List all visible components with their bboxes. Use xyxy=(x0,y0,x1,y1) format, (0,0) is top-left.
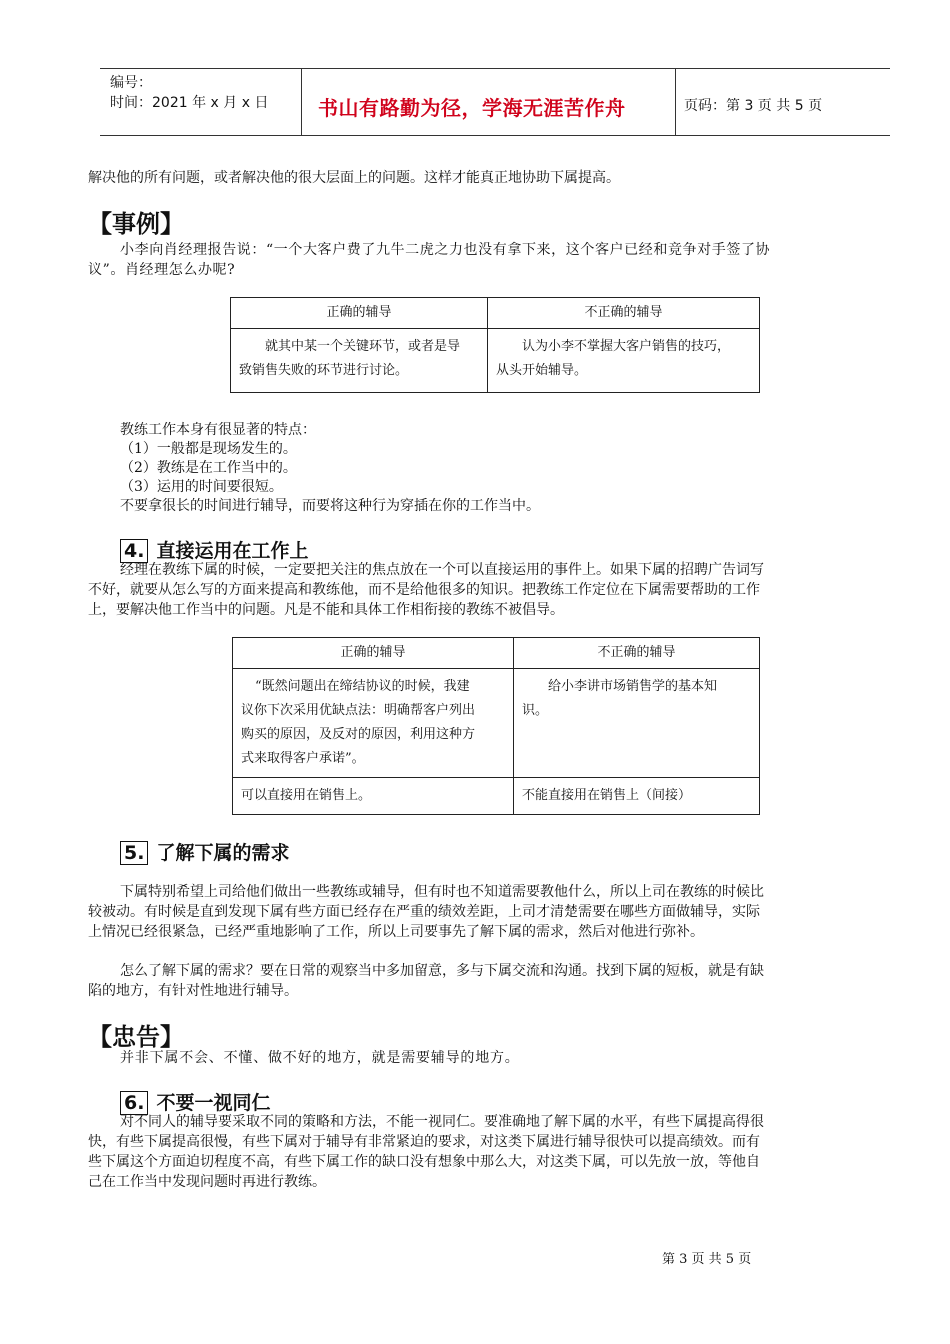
section-6-line-1: 对不同人的辅导要采取不同的策略和方法，不能一视同仁。要准确地了解下属的水平，有些下属提高得很 xyxy=(120,1114,764,1130)
advice-text: 并非下属不会、不懂、做不好的地方，就是需要辅导的地方。 xyxy=(120,1050,520,1066)
table-header-incorrect: 不正确的辅导 xyxy=(488,298,760,329)
header-top-rule xyxy=(100,68,890,69)
section-5-p1-line-2: 较被动。有时候是直到发现下属有些方面已经存在严重的绩效差距，上司才清楚需要在哪些方面做辅导，实际 xyxy=(88,904,760,920)
table-header-incorrect: 不正确的辅导 xyxy=(514,638,760,669)
section-5-heading xyxy=(120,838,289,865)
section-6-number: 6. xyxy=(120,1091,148,1115)
header-divider-left xyxy=(301,68,302,136)
section-5-p2-line-2: 陷的地方，有针对性地进行辅导。 xyxy=(88,983,298,999)
cell-line: 给小李讲市场销售学的基本知 xyxy=(548,679,718,694)
case-heading: 【事例】 xyxy=(88,210,184,238)
cell-line: 议你下次采用优缺点法：明确帮客户列出 xyxy=(241,703,476,718)
section-5-title: 了解下属的需求 xyxy=(156,842,290,864)
cell-line: “既然问题出在缔结协议的时候，我建 xyxy=(255,679,470,694)
section-5-p2-line-1: 怎么了解下属的需求？要在日常的观察当中多加留意，多与下属交流和沟通。找到下属的短板，就是有缺 xyxy=(120,963,764,979)
section-6-line-4: 己在工作当中发现问题时再进行教练。 xyxy=(88,1174,326,1190)
table-cell-incorrect xyxy=(514,669,760,778)
cell-line: 式来取得客户承诺”。 xyxy=(241,751,365,766)
section-5-p1-line-1: 下属特别希望上司给他们做出一些教练或辅导，但有时也不知道需要教他什么，所以上司在教练的时候比 xyxy=(120,884,764,900)
page-indicator: 页码：第 3 页 共 5 页 xyxy=(684,98,823,114)
direct-use-comparison-table xyxy=(232,637,760,815)
section-4-title: 直接运用在工作上 xyxy=(156,540,309,562)
document-number: 编号： xyxy=(110,75,152,91)
header-bottom-rule xyxy=(100,135,890,136)
table-header-correct: 正确的辅导 xyxy=(233,638,514,669)
features-conclusion: 不要拿很长的时间进行辅导，而要将这种行为穿插在你的工作当中。 xyxy=(120,498,540,514)
section-6-line-3: 些下属这个方面迫切程度不高，有些下属工作的缺口没有想象中那么大，对这类下属，可以先放一放，等他自 xyxy=(88,1154,760,1170)
features-intro: 教练工作本身有很显著的特点： xyxy=(120,422,316,438)
motto: 书山有路勤为径，学海无涯苦作舟 xyxy=(318,96,626,120)
section-5-p1-line-3: 上情况已经很紧急，已经严重地影响了工作，所以上司要事先了解下属的需求，然后对他进行弥补。 xyxy=(88,924,704,940)
section-5-number: 5. xyxy=(120,841,148,865)
cell-line: 就其中某一个关键环节，或者是导 xyxy=(265,339,461,354)
advice-heading: 【忠告】 xyxy=(88,1023,184,1051)
case-text-line-1: 小李向肖经理报告说：“一个大客户费了九牛二虎之力也没有拿下来，这个客户已经和竞争对手签了协 xyxy=(120,242,771,258)
document-time: 时间：2021 年 x 月 x 日 xyxy=(110,95,269,111)
features-item-2: （2）教练是在工作当中的。 xyxy=(120,460,297,476)
cell-line: 从头开始辅导。 xyxy=(496,363,588,378)
table-header-correct: 正确的辅导 xyxy=(231,298,488,329)
section-6-heading xyxy=(120,1088,270,1115)
case-text-line-2: 议”。肖经理怎么办呢? xyxy=(88,262,236,278)
section-4-heading xyxy=(120,536,308,563)
cell-line: 认为小李不掌握大客户销售的技巧， xyxy=(522,339,731,354)
table-cell-incorrect xyxy=(488,329,760,393)
table-cell-correct xyxy=(231,329,488,393)
section-6-title: 不要一视同仁 xyxy=(156,1092,271,1114)
section-4-line-3: 上，要解决他工作当中的问题。凡是不能和具体工作相衔接的教练不被倡导。 xyxy=(88,602,564,618)
table-cell-incorrect-note: 不能直接用在销售上（间接） xyxy=(514,778,760,815)
section-4-line-1: 经理在教练下属的时候，一定要把关注的焦点放在一个可以直接运用的事件上。如果下属的招聘广告词写 xyxy=(120,562,764,578)
cell-line: 购买的原因，及反对的原因，利用这种方 xyxy=(241,727,476,742)
cell-line: 致销售失败的环节进行讨论。 xyxy=(239,363,409,378)
section-4-number: 4. xyxy=(120,539,148,563)
table-cell-correct-note: 可以直接用在销售上。 xyxy=(233,778,514,815)
table-cell-correct xyxy=(233,669,514,778)
section-6-line-2: 快，有些下属提高很慢，有些下属对于辅导有非常紧迫的要求，对这类下属进行辅导很快可以提高绩效。而有 xyxy=(88,1134,760,1150)
case-comparison-table xyxy=(230,297,760,393)
page-footer: 第 3 页 共 5 页 xyxy=(662,1252,752,1267)
section-4-line-2: 不好，就要从怎么写的方面来提高和教练他，而不是给他很多的知识。把教练工作定位在下属需要帮助的工作 xyxy=(88,582,760,598)
features-item-3: （3）运用的时间要很短。 xyxy=(120,479,283,495)
header-divider-right xyxy=(675,68,676,136)
features-item-1: （1）一般都是现场发生的。 xyxy=(120,441,297,457)
intro-paragraph: 解决他的所有问题，或者解决他的很大层面上的问题。这样才能真正地协助下属提高。 xyxy=(88,170,620,186)
cell-line: 识。 xyxy=(522,703,549,718)
